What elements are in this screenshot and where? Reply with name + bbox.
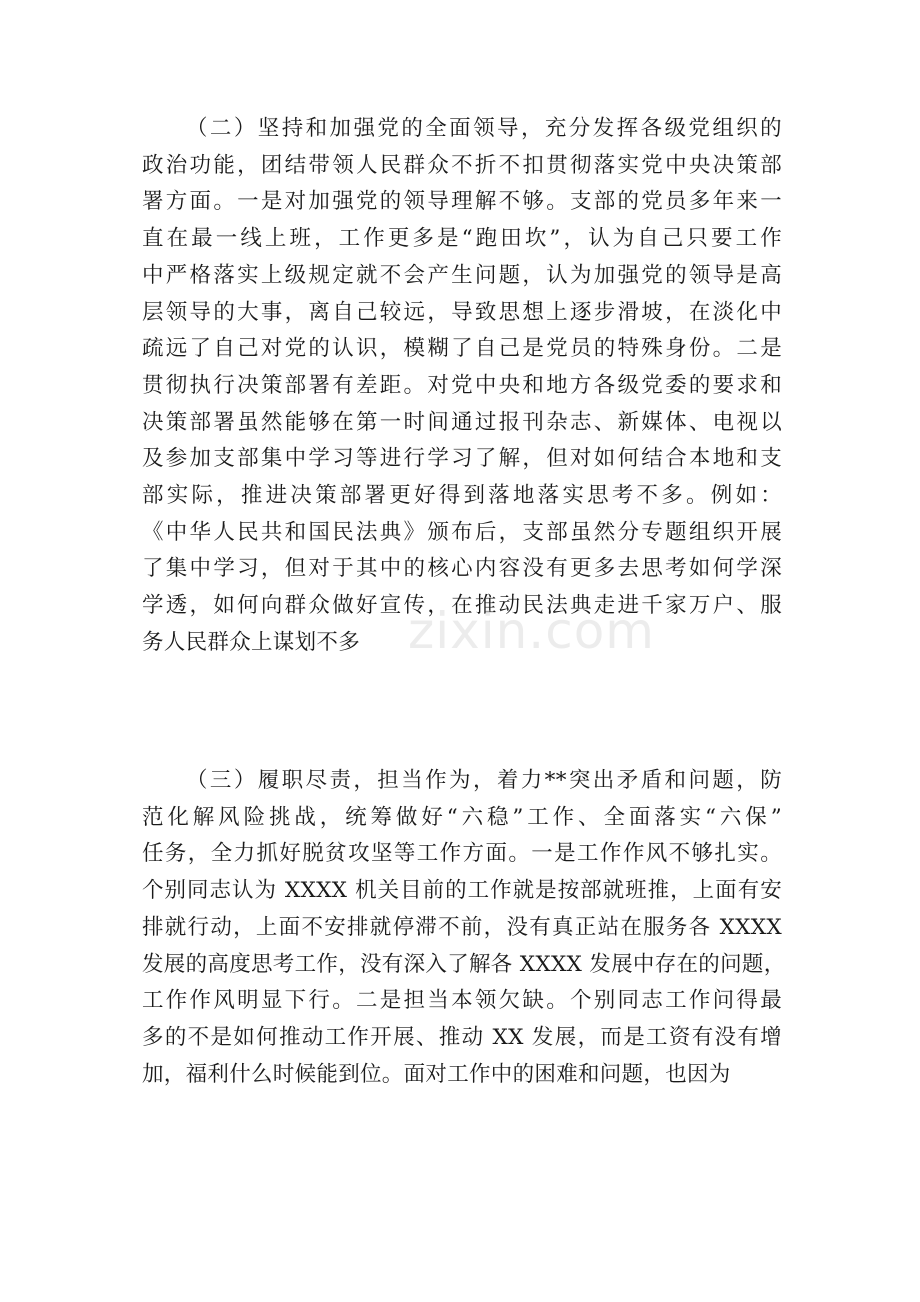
paragraph-line: 决策部署虽然能够在第一时间通过报刊杂志、新媒体、电视以 [142,409,782,435]
paragraph-line: 个别同志认为 XXXX 机关目前的工作就是按部就班推，上面有安 [142,878,782,904]
paragraph-line: 层领导的大事，离自己较远，导致思想上逐步滑坡，在淡化中 [142,299,782,325]
paragraph-line: 了集中学习，但对于其中的核心内容没有更多去思考如何学深 [142,556,782,582]
paragraph-line: 政治功能，团结带领人民群众不折不扣贯彻落实党中央决策部 [142,152,782,178]
paragraph-line: 署方面。一是对加强党的领导理解不够。支部的党员多年来一 [142,189,782,215]
paragraph-responsibility [142,763,786,1093]
paragraph-line: 直在最一线上班，工作更多是“跑田坎”，认为自己只要工作 [142,226,782,252]
paragraph-line: 部实际，推进决策部署更好得到落地落实思考不多。例如： [142,483,782,509]
paragraph-line: 疏远了自己对党的认识，模糊了自己是党员的特殊身份。二是 [142,336,782,362]
paragraph-line: （三）履职尽责，担当作为，着力**突出矛盾和问题，防 [186,768,782,793]
paragraph-line: 及参加支部集中学习等进行学习了解，但对如何结合本地和支 [142,446,782,472]
paragraph-line: 工作作风明显下行。二是担当本领欠缺。个别同志工作问得最 [142,988,782,1014]
watermark: zixin.com [408,602,655,660]
paragraph-line: 务人民群众上谋划不多 [142,629,361,655]
paragraph-line: 《中华人民共和国民法典》颁布后，支部虽然分专题组织开展 [142,519,782,545]
paragraph-line: 范化解风险挑战，统筹做好“六稳”工作、全面落实“六保” [142,804,782,830]
paragraph-line: 排就行动，上面不安排就停滞不前，没有真正站在服务各 XXXX [142,914,782,940]
paragraph-line: 多的不是如何推动工作开展、推动 XX 发展，而是工资有没有增 [142,1024,782,1050]
paragraph-leadership [142,111,782,662]
paragraph-line: 学透，如何向群众做好宣传，在推动民法典走进千家万户、服 [142,593,782,619]
paragraph-line: 贯彻执行决策部署有差距。对党中央和地方各级党委的要求和 [142,372,782,398]
paragraph-line: 中严格落实上级规定就不会产生问题，认为加强党的领导是高 [142,262,782,288]
paragraph-line: （二）坚持和加强党的全面领导，充分发挥各级党组织的 [186,116,782,141]
paragraph-line: 加，福利什么时候能到位。面对工作中的困难和问题，也因为 [142,1061,731,1087]
paragraph-line: 任务，全力抓好脱贫攻坚等工作方面。一是工作作风不够扎实。 [142,841,782,867]
paragraph-line: 发展的高度思考工作，没有深入了解各 XXXX 发展中存在的问题， [142,951,786,977]
